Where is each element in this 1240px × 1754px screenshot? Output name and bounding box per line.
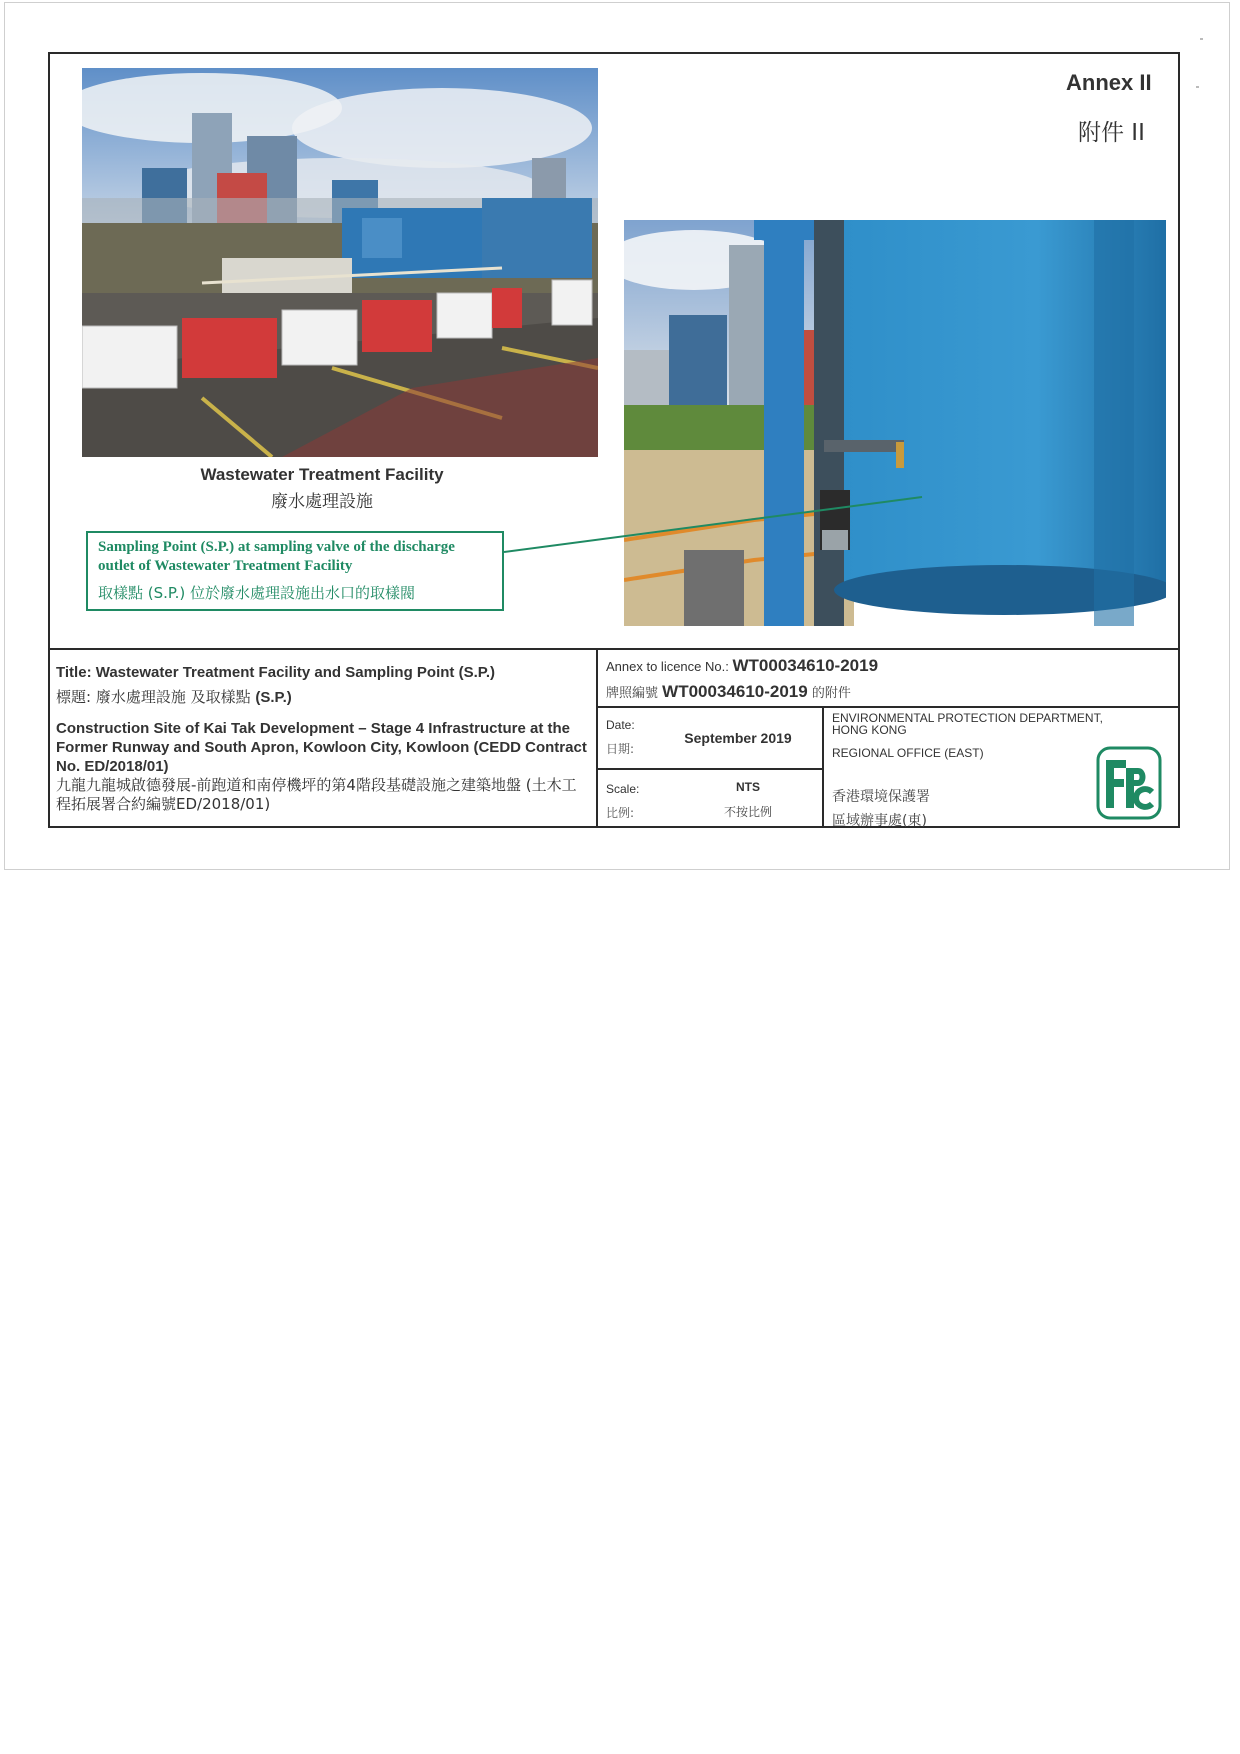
- scale-value-en: NTS: [736, 780, 760, 794]
- callout-text-en: Sampling Point (S.P.) at sampling valve of the discharge outlet of Wastewater Treatment Facility: [98, 539, 455, 574]
- licence-annex-zh: [606, 682, 851, 702]
- licence-annex-en: [606, 656, 878, 676]
- licence-number-zh: WT00034610-2019: [662, 682, 808, 701]
- site-description-zh: 九龍九龍城啟德發展-前跑道和南停機坪的第4階段基礎設施之建築地盤 (土木工程拓展署合約編號ED/2018/01): [56, 776, 577, 813]
- callout-text-zh: 取樣點 (S.P.) 位於廢水處理設施出水口的取樣閥: [98, 584, 416, 602]
- divider: [598, 768, 822, 770]
- divider: [598, 706, 1180, 708]
- date-value: September 2019: [684, 730, 792, 746]
- title-block: [48, 648, 1180, 828]
- date-label-zh: 日期:: [606, 742, 635, 756]
- facility-photo: [82, 68, 598, 457]
- drawing-title-en: Title: Wastewater Treatment Facility and Sampling Point (S.P.): [56, 664, 495, 681]
- site-description-en: Construction Site of Kai Tak Development – Stage 4 Infrastructure at the Former Runway and South Apron, Kowloon City, Kowloon (CEDD Contract No. ED/2018/01): [56, 720, 587, 775]
- office-name-en: REGIONAL OFFICE (EAST): [832, 746, 984, 760]
- scan-speck: [1200, 38, 1203, 40]
- sampling-point-callout: [86, 531, 504, 611]
- facility-caption-en: Wastewater Treatment Facility: [200, 465, 444, 484]
- scale-label-en: Scale:: [606, 782, 640, 796]
- licence-number: WT00034610-2019: [732, 656, 879, 675]
- drawing-title-zh-sp: (S.P.): [255, 689, 292, 706]
- annex-label-zh: 附件 II: [1078, 120, 1145, 146]
- divider: [596, 650, 598, 828]
- facility-caption-zh: 廢水處理設施: [271, 492, 373, 512]
- drawing-title-zh: [56, 686, 590, 707]
- licence-label-zh: 牌照編號: [606, 686, 659, 701]
- scan-speck: [1196, 86, 1199, 88]
- epd-logo-icon: [1096, 746, 1162, 820]
- drawing-title-zh-text: 標題: 廢水處理設施 及取樣點: [56, 688, 251, 706]
- department-name-en: ENVIRONMENTAL PROTECTION DEPARTMENT, HONG KONG: [832, 711, 1103, 737]
- licence-suffix-zh: 的附件: [811, 686, 851, 701]
- department-name-zh: 香港環境保護署: [832, 789, 930, 805]
- scale-label-zh: 比例:: [606, 806, 635, 820]
- date-label-en: Date:: [606, 718, 635, 732]
- office-name-zh: 區域辦事處(東): [832, 813, 927, 829]
- licence-label-en: Annex to licence No.:: [606, 659, 729, 674]
- scale-value-zh: 不按比例: [723, 805, 772, 819]
- title-description: [56, 664, 590, 814]
- sampling-point-photo: [624, 220, 1166, 626]
- annex-label-en: Annex II: [1066, 70, 1152, 95]
